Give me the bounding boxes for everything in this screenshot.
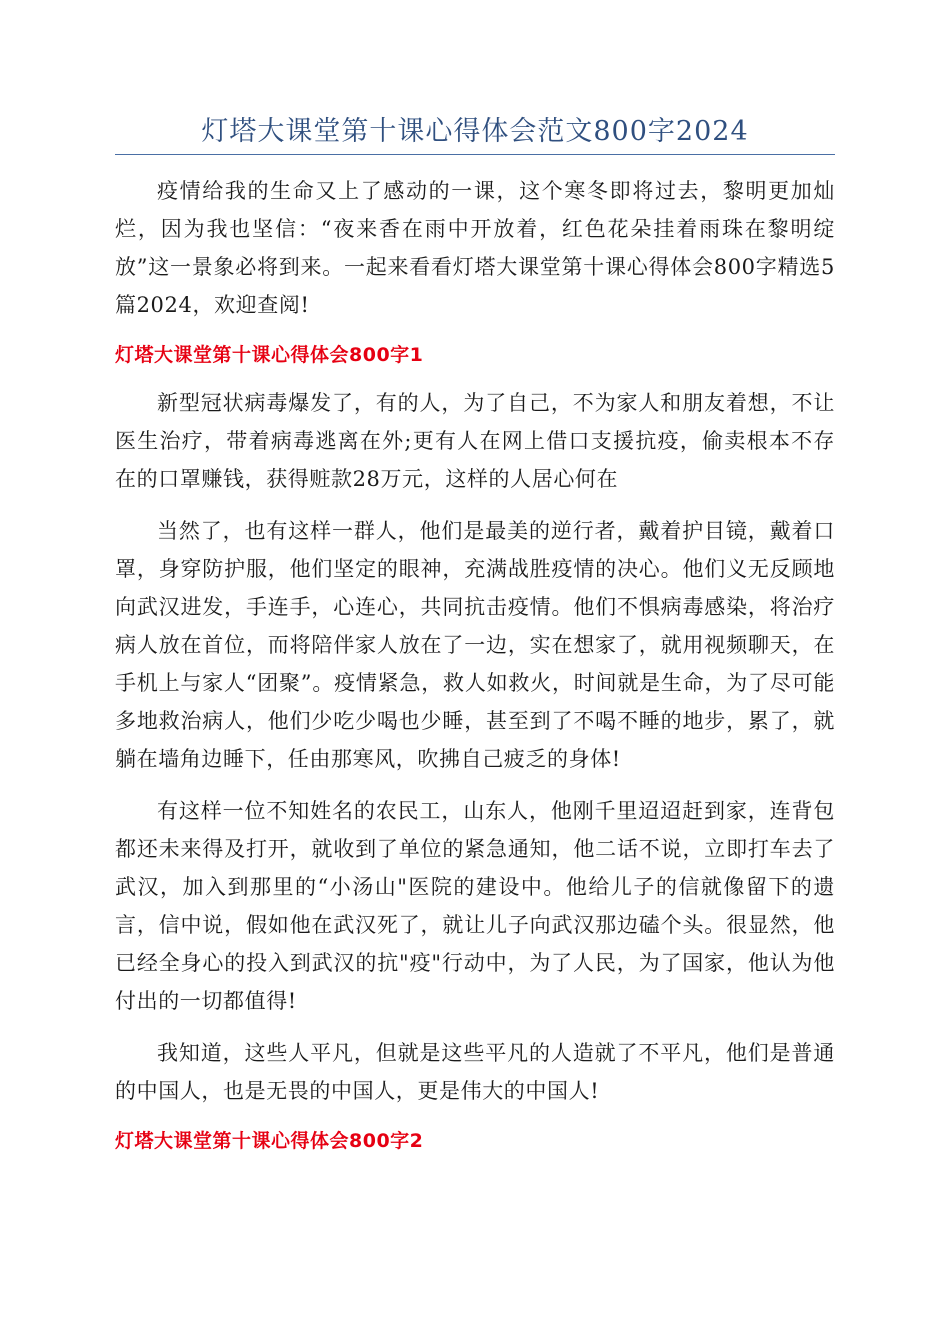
section-1-paragraph-3: 有这样一位不知姓名的农民工，山东人，他刚千里迢迢赶到家，连背包都还未来得及打开，就收到了单位的紧急通知，他二话不说，立即打车去了武汉，加入到那里的“小汤山"医院的建设中。他给儿子的信就像留下的遗言，信中说，假如他在武汉死了，就让儿子向武汉那边磕个头。很显然，他已经全身心的投入到武汉的抗"疫"行动中，为了人民，为了国家，他认为他付出的一切都值得! — [115, 799, 835, 1013]
title-underline — [115, 154, 835, 155]
section-1-paragraph-2: 当然了，也有这样一群人，他们是最美的逆行者，戴着护目镜，戴着口罩，身穿防护服，他们坚定的眼神，充满战胜疫情的决心。他们义无反顾地向武汉进发，手连手，心连心，共同抗击疫情。他们不惧病毒感染，将治疗病人放在首位，而将陪伴家人放在了一边，实在想家了，就用视频聊天，在手机上与家人“团聚”。疫情紧急，救人如救火，时间就是生命，为了尽可能多地救治病人，他们少吃少喝也少睡，甚至到了不喝不睡的地步，累了，就躺在墙角边睡下，任由那寒风，吹拂自己疲乏的身体! — [115, 519, 835, 771]
document-body — [115, 172, 835, 1170]
section-heading-1: 灯塔大课堂第十课心得体会800字1 — [115, 344, 424, 366]
section-1-paragraph-1: 新型冠状病毒爆发了，有的人，为了自己，不为家人和朋友着想，不让医生治疗，带着病毒逃离在外;更有人在网上借口支援抗疫，偷卖根本不存在的口罩赚钱，获得赃款28万元，这样的人居心何在 — [115, 391, 835, 491]
intro-paragraph: 疫情给我的生命又上了感动的一课，这个寒冬即将过去，黎明更加灿烂，因为我也坚信：“夜来香在雨中开放着，红色花朵挂着雨珠在黎明绽放”这一景象必将到来。一起来看看灯塔大课堂第十课心得体会800字精选5篇2024，欢迎查阅! — [115, 179, 835, 317]
document-title: 灯塔大课堂第十课心得体会范文800字2024 — [201, 116, 749, 147]
section-1-paragraph-4: 我知道，这些人平凡，但就是这些平凡的人造就了不平凡，他们是普通的中国人，也是无畏的中国人，更是伟大的中国人! — [115, 1041, 835, 1103]
section-heading-2: 灯塔大课堂第十课心得体会800字2 — [115, 1130, 424, 1152]
